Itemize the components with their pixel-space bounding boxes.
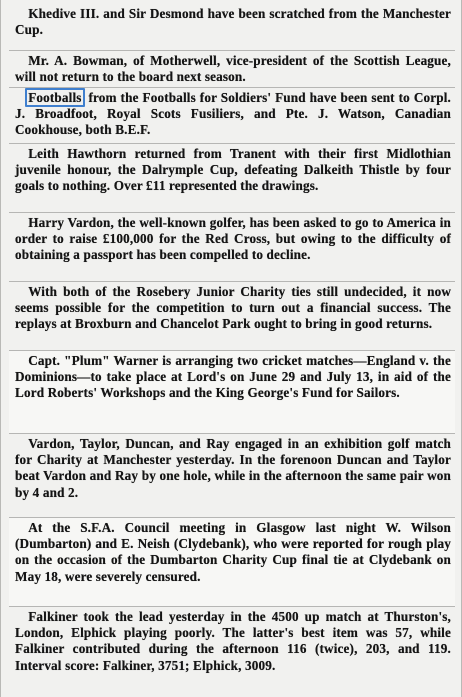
news-item-leith-hawthorn: Leith Hawthorn returned from Tranent with their first Midlothian juvenile honour, the Dalrymple Cup, defeating Dalkeith Thistle by four goals to nothing. Over £11 represented the drawings.	[9, 144, 455, 213]
news-item-manchester-cup: Khedive III. and Sir Desmond have been scratched from the Manchester Cup.	[9, 4, 455, 51]
news-item-falkiner-billiards: Falkiner took the lead yesterday in the 4500 up match at Thurston's, London, Elphick playing poorly. The latter's best item was 57, while Falkiner contributed during the afternoon 116 (twice), 203, and 119. Interval score: Falkiner, 3751; Elphick, 3009.	[15, 609, 451, 673]
news-item-exhibition-golf: Vardon, Taylor, Duncan, and Ray engaged in an exhibition golf match for Charity at Manchester yesterday. In the forenoon Duncan and Taylor beat Vardon and Ray by one hole, while in the afternoon the same pair won by 4 and 2.	[9, 434, 455, 518]
news-item-plum-warner: Capt. "Plum" Warner is arranging two cricket matches—England v. the Dominions—to take place at Lord's on June 29 and July 13, in aid of the Lord Roberts' Workshops and the King George's Fund for Sailors.	[9, 351, 455, 434]
highlighted-search-term[interactable]: Footballs	[25, 88, 84, 107]
news-item-rosebery-charity: With both of the Rosebery Junior Charity ties still undecided, it now seems possible for the competition to turn out a financial success. The replays at Broxburn and Chancelot Park ought to bring in good returns.	[9, 282, 455, 351]
news-column	[9, 0, 455, 697]
news-item-harry-vardon: Harry Vardon, the well-known golfer, has been asked to go to America in order to raise £100,000 for the Red Cross, but owing to the difficulty of obtaining a passport has been compelled to decline.	[9, 213, 455, 282]
news-item-footballs-fund	[9, 88, 455, 144]
news-item-scottish-league: Mr. A. Bowman, of Motherwell, vice-president of the Scottish League, will not return to the board next season.	[9, 51, 455, 88]
news-item-sfa-council: At the S.F.A. Council meeting in Glasgow last night W. Wilson (Dumbarton) and E. Neish (Clydebank), who were reported for rough play on the occasion of the Dumbarton Charity Cup final tie at Clydebank on May 18, were severely censured.	[9, 518, 455, 607]
news-item-footballs-text: from the Footballs for Soldiers' Fund have been sent to Corpl. J. Broadfoot, Royal Scots Fusiliers, and Pte. J. Watson, Canadian Cookhouse, both B.E.F.	[15, 90, 451, 138]
